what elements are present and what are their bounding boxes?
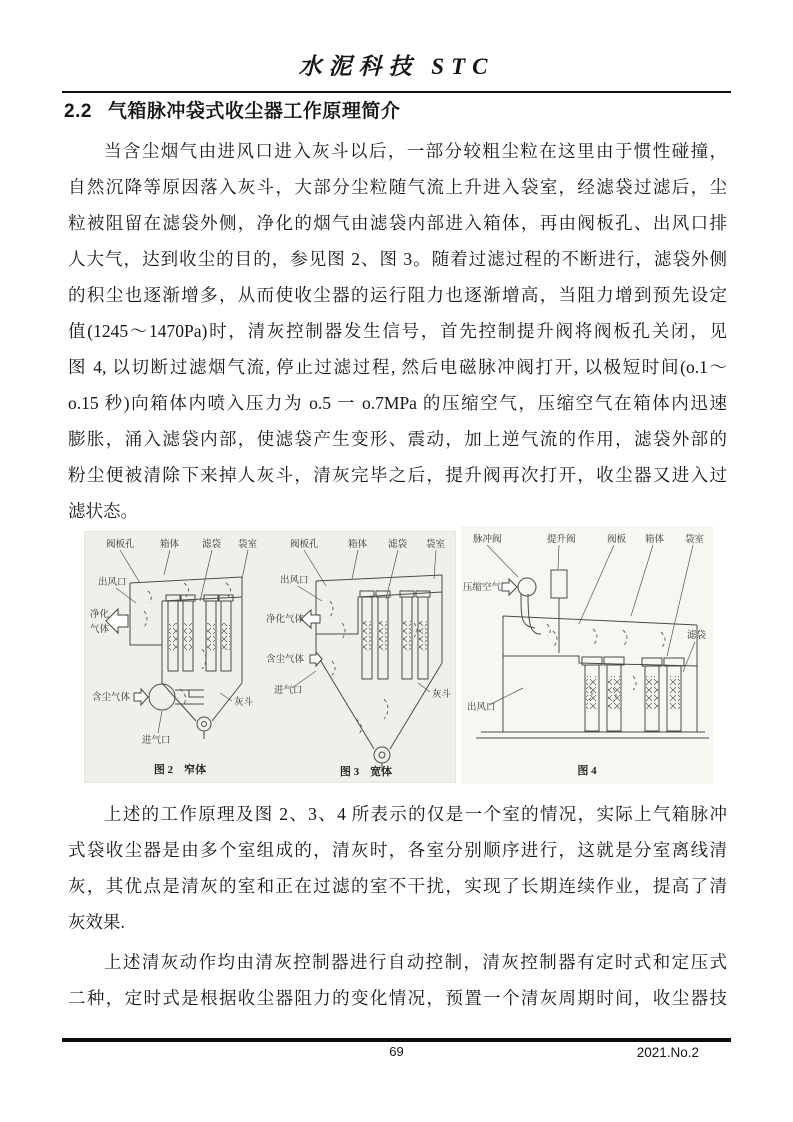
text-line: 人大气，达到收尘的目的，参见图 2、图 3。随着过滤过程的不断进行，滤袋外侧 [68,249,727,269]
figure-scan-left [84,531,456,783]
fig2-label-valve-plate-hole: 阀板孔 [106,540,135,550]
text-line: o.15 秒)向箱体内喷入压力为 o.5 一 o.7MPa 的压缩空气，压缩空气在箱体内迅速 [68,393,727,413]
fig2-label-box-body: 箱体 [160,540,180,550]
fig4-blow-pipe [521,594,541,634]
fig4-label-bag-chamber: 袋室 [685,535,705,545]
text-line: 二种，定时式是根据收尘器阻力的变化情况，预置一个清灰周期时间，收尘器技 [68,988,727,1008]
text-line: 的积尘也逐渐增多，从而使收尘器的运行阻力也逐渐增高，当阻力增到预先设定 [68,285,727,305]
fig3-label-bag-chamber: 袋室 [426,540,446,550]
dusty-gas-arrow-icon [310,652,322,666]
fig2-label-clean-gas-2: 气体 [90,625,110,635]
footer-rule [62,1038,731,1042]
figure-2 [84,531,264,783]
fig3-label-air-inlet: 进气口 [274,686,303,696]
fig4-label-air-outlet: 出风口 [467,703,496,713]
paragraph-3 [68,944,727,1016]
text-line: 图 4, 以切断过滤烟气流, 停止过滤过程, 然后电磁脉冲阀打开, 以极短时间(o.1～ [68,357,727,377]
text-line: 自然沉降等原因落入灰斗，大部分尘粒随气流上升进入袋室，经滤袋过滤后，尘 [68,177,727,197]
fig4-label-filter-bag: 滤袋 [687,631,707,641]
dusty-gas-arrow-icon [134,689,148,705]
text-line: 粉尘便被清除下来掉人灰斗，清灰完毕之后，提升阀再次打开，收尘器又进入过 [68,465,727,485]
fig2-caption: 图 2 窄体 [153,764,207,776]
fig3-label-filter-bag: 滤袋 [388,540,408,550]
fig2-label-clean-gas-1: 净化 [90,610,110,620]
fig3-label-box-body: 箱体 [348,540,368,550]
fig2-label-bag-chamber: 袋室 [238,540,258,550]
paragraph-2 [68,796,727,940]
page-number: 69 [389,1044,404,1059]
figure-4 [461,526,713,784]
fig3-discharge-valve [374,747,390,763]
fig2-label-air-inlet: 进气口 [142,736,171,746]
fig3-filter-bags [360,591,430,679]
fig3-label-dusty-gas: 含尘气体 [266,655,305,665]
fig4-label-lift-valve: 提升阀 [547,535,576,545]
fig4-filter-bags [582,657,684,731]
clean-gas-arrow-icon [106,609,128,633]
fig4-label-compressed-air: 压缩空气 [463,583,502,593]
fig3-label-valve-plate-hole: 阀板孔 [290,540,319,550]
fig4-caption: 图 4 [577,765,597,777]
header-rule [62,91,731,93]
fig4-pulse-valve [518,578,536,596]
fig2-discharge-valve [197,717,211,731]
text-line: 值(1245～1470Pa)时，清灰控制器发生信号，首先控制提升阀将阀板孔关闭，见 [68,321,727,341]
text-line: 膨胀，涌入滤袋内部，使滤袋产生变形、震动，加上逆气流的作用，滤袋外部的 [68,429,727,449]
fig2-label-dusty-gas: 含尘气体 [92,693,131,703]
fig2-label-filter-bag: 滤袋 [202,540,222,550]
text-line: 上述清灰动作均由清灰控制器进行自动控制，清灰控制器有定时式和定压式 [104,952,727,972]
text-line: 式袋收尘器是由多个室组成的，清灰时，各室分别顺序进行，这就是分室离线清 [68,840,727,860]
issue-number: 2021.No.2 [636,1045,699,1060]
section-number: 2.2 [64,101,92,122]
fig4-label-pulse-valve: 脉冲阀 [473,535,502,545]
fig2-inlet-fan [149,684,175,710]
figure-scan-right [461,526,713,784]
text-line: 滤状态。 [68,501,138,521]
figure-3 [264,531,456,783]
text-line: 粒被阻留在滤袋外侧，净化的烟气由滤袋内部进入箱体，再由阀板孔、出风口排 [68,213,727,233]
text-line: 灰，其优点是清灰的室和正在过滤的室不干扰，实现了长期连续作业，提高了清 [68,876,727,896]
fig2-label-air-outlet: 出风口 [98,578,127,588]
fig3-label-air-outlet: 出风口 [280,576,309,586]
text-line: 当含尘烟气由进风口进入灰斗以后，一部分较粗尘粒在这里由于惯性碰撞， [104,141,727,161]
fig2-filter-bags [166,595,233,671]
text-line: 灰效果. [68,912,125,932]
figures-row [84,531,793,784]
text-line: 上述的工作原理及图 2、3、4 所表示的仅是一个室的情况，实际上气箱脉冲 [104,804,727,824]
section-heading [64,96,731,123]
paragraph-1 [68,133,727,529]
journal-title: 水泥科技 STC [298,54,495,79]
fig3-label-clean-gas: 净化气体 [266,615,305,625]
fig4-label-valve-plate: 阀板 [607,535,627,545]
fig3-label-ash-hopper: 灰斗 [432,690,452,700]
footer [62,1044,731,1066]
compressed-air-arrow-icon [502,579,517,595]
fig3-caption: 图 3 宽体 [339,766,393,778]
fig2-label-ash-hopper: 灰斗 [234,698,254,708]
section-title: 气箱脉冲袋式收尘器工作原理简介 [107,101,401,122]
fig4-label-box-body: 箱体 [645,535,665,545]
fig4-lift-valve [551,570,567,598]
